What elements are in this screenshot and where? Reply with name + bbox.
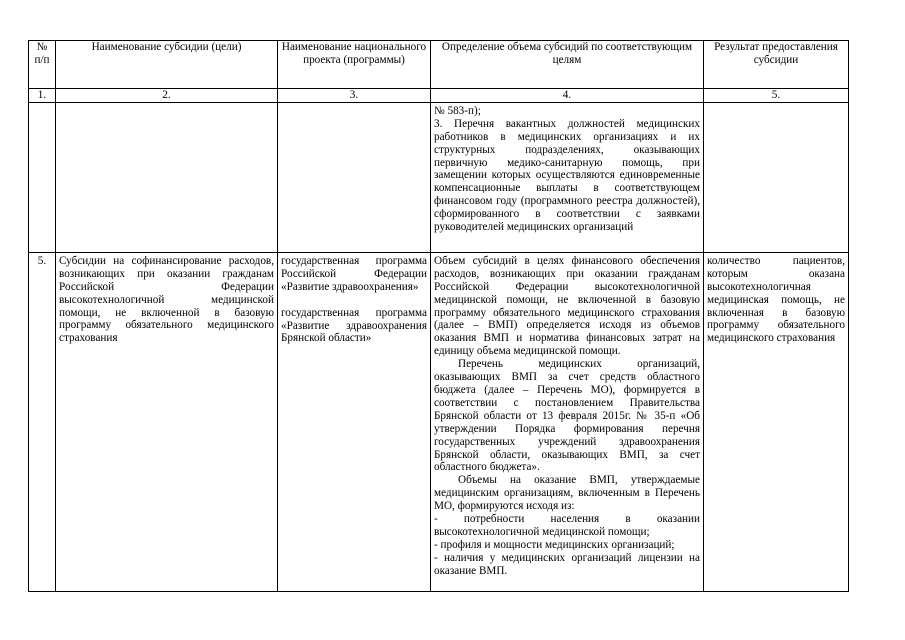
table-cell bbox=[29, 102, 56, 252]
national-project-cell bbox=[278, 252, 431, 591]
table-cell-determination bbox=[431, 102, 704, 252]
header-volume-determination: Определение объема субсидий по соответствующим целям bbox=[431, 41, 704, 89]
program-name: государственная программа «Развитие здравоохранения Брянской области» bbox=[281, 306, 427, 345]
header-result: Результат предоставления субсидии bbox=[704, 41, 849, 89]
column-number: 1. bbox=[29, 89, 56, 103]
table-cell bbox=[56, 102, 278, 252]
header-number: № п/п bbox=[29, 41, 56, 89]
list-item: - наличия у медицинских организаций лицензии на оказание ВМП. bbox=[434, 551, 700, 577]
paragraph: Перечень медицинских организаций, оказывающих ВМП за счет средств областного бюджета (далее – Перечень МО), формируется в соответствии с постановлением Правительства Брянской области от 13 февраля 2015г. № 35-п «Об утверждении Порядка формирования перечня государственных учреждений здравоохранения Брянской области, оказывающих ВМП, за счет областного бюджета». bbox=[434, 358, 700, 474]
result-cell: количество пациентов, которым оказана высокотехнологичная медицинская помощь, не включенная в базовую программу обязательного медицинского страхования bbox=[704, 252, 849, 591]
header-national-project: Наименование национального проекта (программы) bbox=[278, 41, 431, 89]
subsidy-table bbox=[28, 40, 849, 592]
column-number-row bbox=[29, 89, 849, 103]
table-header-row bbox=[29, 41, 849, 89]
column-number: 5. bbox=[704, 89, 849, 103]
table-cell bbox=[278, 102, 431, 252]
paragraph: 3. Перечня вакантных должностей медицинских работников в медицинских организациях и их структурных подразделениях, оказывающих первичную медико-санитарную помощь, при замещении которых осуществляются единовременные компенсационные выплаты в соответствующем финансовом году (программного реестра должностей), сформированного в соответствии с заявками руководителей медицинских организаций bbox=[434, 117, 700, 234]
program-name: государственная программа Российской Федерации «Развитие здравоохранения» bbox=[281, 254, 427, 293]
table-cell bbox=[704, 102, 849, 252]
column-number: 4. bbox=[431, 89, 704, 103]
header-subsidy-name: Наименование субсидии (цели) bbox=[56, 41, 278, 89]
subsidy-name: Субсидии на софинансирование расходов, возникающих при оказании гражданам Российской Федерации высокотехнологичной медицинской помощи, не включенной в базовую программу обязательного медицинского страхования bbox=[56, 252, 278, 591]
list-item: - профиля и мощности медицинских организаций; bbox=[434, 538, 675, 551]
paragraph: Объем субсидий в целях финансового обеспечения расходов, возникающих при оказании гражданам Российской Федерации высокотехнологичной медицинской помощи, не включенной в базовую программу обязательного медицинского страхования (далее – ВМП) определяется исходя из объемов оказания ВМП и норматива финансовых затрат на единицу объема медицинской помощи. bbox=[434, 254, 700, 358]
paragraph: Объемы на оказание ВМП, утверждаемые медицинским организациям, включенным в Перечень МО, формируются исходя из: bbox=[434, 474, 700, 513]
table-row bbox=[29, 102, 849, 252]
volume-determination-cell bbox=[431, 252, 704, 591]
column-number: 2. bbox=[56, 89, 278, 103]
list-item: - потребности населения в оказании высокотехнологичной медицинской помощи; bbox=[434, 513, 700, 538]
table-row bbox=[29, 252, 849, 591]
paragraph: № 583-п); bbox=[434, 104, 481, 117]
column-number: 3. bbox=[278, 89, 431, 103]
row-number: 5. bbox=[29, 252, 56, 591]
